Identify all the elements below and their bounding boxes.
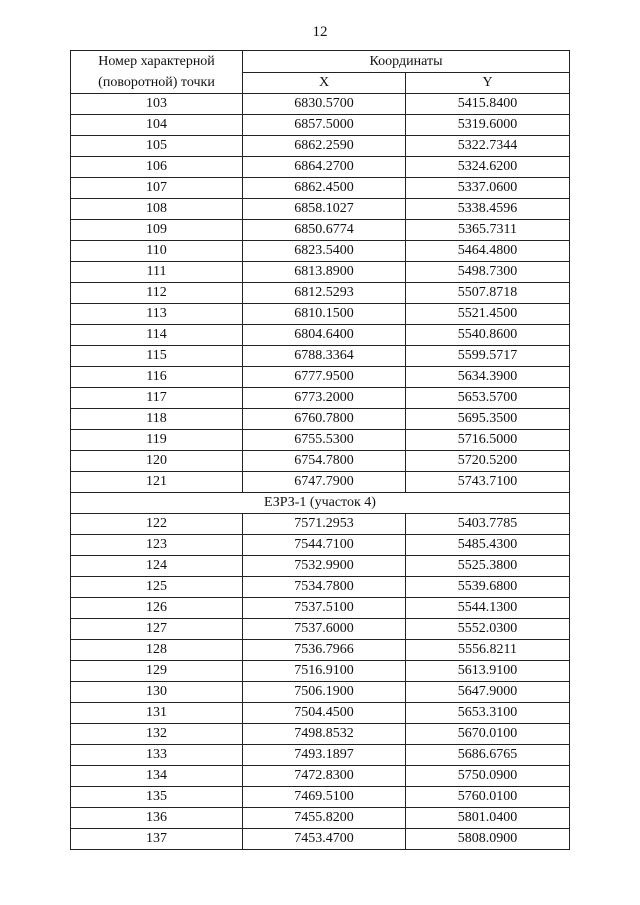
page-number: 12 xyxy=(312,24,328,40)
y-coordinate-cell: 5750.0900 xyxy=(406,766,570,787)
y-coordinate-cell: 5686.6765 xyxy=(406,745,570,766)
table-row xyxy=(71,346,570,367)
y-coordinate-cell: 5720.5200 xyxy=(406,451,570,472)
table-row xyxy=(71,472,570,493)
y-coordinate-cell: 5556.8211 xyxy=(406,640,570,661)
x-coordinate-cell: 6812.5293 xyxy=(243,283,406,304)
x-coordinate-cell: 7534.7800 xyxy=(243,577,406,598)
table-row xyxy=(71,325,570,346)
x-coordinate-cell: 6862.2590 xyxy=(243,136,406,157)
table-row xyxy=(71,640,570,661)
point-number-cell: 122 xyxy=(71,514,243,535)
y-coordinate-cell: 5552.0300 xyxy=(406,619,570,640)
x-coordinate-cell: 7537.5100 xyxy=(243,598,406,619)
x-coordinate-cell: 6773.2000 xyxy=(243,388,406,409)
y-coordinate-cell: 5324.6200 xyxy=(406,157,570,178)
x-coordinate-cell: 6777.9500 xyxy=(243,367,406,388)
point-number-cell: 121 xyxy=(71,472,243,493)
table-row xyxy=(71,430,570,451)
y-coordinate-cell: 5319.6000 xyxy=(406,115,570,136)
y-coordinate-cell: 5716.5000 xyxy=(406,430,570,451)
table-row xyxy=(71,703,570,724)
y-coordinate-cell: 5695.3500 xyxy=(406,409,570,430)
point-number-cell: 126 xyxy=(71,598,243,619)
point-number-cell: 131 xyxy=(71,703,243,724)
point-number-cell: 128 xyxy=(71,640,243,661)
table-row xyxy=(71,598,570,619)
y-coordinate-cell: 5760.0100 xyxy=(406,787,570,808)
table-row xyxy=(71,661,570,682)
section-row xyxy=(71,493,570,514)
point-number-cell: 124 xyxy=(71,556,243,577)
table-row xyxy=(71,619,570,640)
point-number-cell: 106 xyxy=(71,157,243,178)
y-coordinate-cell: 5613.9100 xyxy=(406,661,570,682)
point-number-cell: 130 xyxy=(71,682,243,703)
point-number-header-line1: Номер характерной xyxy=(98,54,215,69)
point-number-cell: 110 xyxy=(71,241,243,262)
coordinates-table xyxy=(70,50,570,850)
x-coordinate-cell: 7504.4500 xyxy=(243,703,406,724)
point-number-cell: 116 xyxy=(71,367,243,388)
y-coordinate-cell: 5338.4596 xyxy=(406,199,570,220)
y-coordinate-cell: 5498.7300 xyxy=(406,262,570,283)
table-row xyxy=(71,556,570,577)
y-coordinate-cell: 5415.8400 xyxy=(406,94,570,115)
x-coordinate-cell: 6754.7800 xyxy=(243,451,406,472)
x-coordinate-cell: 6810.1500 xyxy=(243,304,406,325)
x-coordinate-cell: 7472.8300 xyxy=(243,766,406,787)
x-coordinate-cell: 7532.9900 xyxy=(243,556,406,577)
y-coordinate-cell: 5485.4300 xyxy=(406,535,570,556)
table-row xyxy=(71,577,570,598)
coordinates-header: Координаты xyxy=(243,51,570,73)
x-coordinate-cell: 7516.9100 xyxy=(243,661,406,682)
table-row xyxy=(71,787,570,808)
y-coordinate-cell: 5634.3900 xyxy=(406,367,570,388)
point-number-cell: 109 xyxy=(71,220,243,241)
table-row xyxy=(71,283,570,304)
point-number-cell: 135 xyxy=(71,787,243,808)
point-number-cell: 104 xyxy=(71,115,243,136)
section-row-group xyxy=(71,493,570,514)
y-coordinate-cell: 5540.8600 xyxy=(406,325,570,346)
y-coordinate-cell: 5337.0600 xyxy=(406,178,570,199)
point-number-cell: 111 xyxy=(71,262,243,283)
point-number-cell: 114 xyxy=(71,325,243,346)
table-row xyxy=(71,241,570,262)
x-coordinate-cell: 7493.1897 xyxy=(243,745,406,766)
point-number-cell: 129 xyxy=(71,661,243,682)
y-coordinate-cell: 5647.9000 xyxy=(406,682,570,703)
point-number-cell: 125 xyxy=(71,577,243,598)
table-row xyxy=(71,829,570,850)
table-row xyxy=(71,451,570,472)
x-coordinate-cell: 6823.5400 xyxy=(243,241,406,262)
point-number-header xyxy=(71,51,243,94)
point-number-cell: 108 xyxy=(71,199,243,220)
y-coordinate-cell: 5544.1300 xyxy=(406,598,570,619)
point-number-cell: 136 xyxy=(71,808,243,829)
table-row xyxy=(71,367,570,388)
point-number-cell: 119 xyxy=(71,430,243,451)
table-row xyxy=(71,409,570,430)
point-number-cell: 120 xyxy=(71,451,243,472)
y-coordinate-cell: 5464.4800 xyxy=(406,241,570,262)
x-coordinate-cell: 6858.1027 xyxy=(243,199,406,220)
x-coordinate-cell: 6862.4500 xyxy=(243,178,406,199)
y-coordinate-cell: 5403.7785 xyxy=(406,514,570,535)
y-coordinate-cell: 5653.5700 xyxy=(406,388,570,409)
y-coordinate-cell: 5365.7311 xyxy=(406,220,570,241)
table-row xyxy=(71,178,570,199)
y-coordinate-cell: 5743.7100 xyxy=(406,472,570,493)
point-number-cell: 103 xyxy=(71,94,243,115)
y-coordinate-cell: 5653.3100 xyxy=(406,703,570,724)
table-row xyxy=(71,766,570,787)
table-header xyxy=(71,51,570,94)
x-coordinate-cell: 7537.6000 xyxy=(243,619,406,640)
x-coordinate-cell: 7506.1900 xyxy=(243,682,406,703)
y-coordinate-cell: 5808.0900 xyxy=(406,829,570,850)
y-coordinate-cell: 5599.5717 xyxy=(406,346,570,367)
x-coordinate-cell: 6760.7800 xyxy=(243,409,406,430)
table-row xyxy=(71,304,570,325)
x-coordinate-cell: 7536.7966 xyxy=(243,640,406,661)
section-title: ЕЗРЗ-1 (участок 4) xyxy=(71,493,570,514)
x-coordinate-cell: 6864.2700 xyxy=(243,157,406,178)
table-row xyxy=(71,136,570,157)
table-row xyxy=(71,745,570,766)
table-row xyxy=(71,157,570,178)
x-coordinate-cell: 6755.5300 xyxy=(243,430,406,451)
point-number-cell: 127 xyxy=(71,619,243,640)
y-coordinate-cell: 5670.0100 xyxy=(406,724,570,745)
table-row xyxy=(71,115,570,136)
x-coordinate-cell: 6747.7900 xyxy=(243,472,406,493)
x-coordinate-cell: 6804.6400 xyxy=(243,325,406,346)
point-number-cell: 134 xyxy=(71,766,243,787)
table-row xyxy=(71,808,570,829)
point-number-cell: 133 xyxy=(71,745,243,766)
point-number-cell: 107 xyxy=(71,178,243,199)
x-coordinate-cell: 6813.8900 xyxy=(243,262,406,283)
y-column-header: Y xyxy=(406,73,570,94)
table-row xyxy=(71,94,570,115)
x-coordinate-cell: 6830.5700 xyxy=(243,94,406,115)
x-column-header: X xyxy=(243,73,406,94)
point-number-cell: 137 xyxy=(71,829,243,850)
y-coordinate-cell: 5539.6800 xyxy=(406,577,570,598)
table-row xyxy=(71,514,570,535)
point-number-cell: 112 xyxy=(71,283,243,304)
table-row xyxy=(71,388,570,409)
y-coordinate-cell: 5801.0400 xyxy=(406,808,570,829)
point-number-cell: 115 xyxy=(71,346,243,367)
x-coordinate-cell: 7544.7100 xyxy=(243,535,406,556)
y-coordinate-cell: 5521.4500 xyxy=(406,304,570,325)
x-coordinate-cell: 7571.2953 xyxy=(243,514,406,535)
point-number-cell: 123 xyxy=(71,535,243,556)
y-coordinate-cell: 5525.3800 xyxy=(406,556,570,577)
y-coordinate-cell: 5322.7344 xyxy=(406,136,570,157)
table-row xyxy=(71,220,570,241)
table-row xyxy=(71,199,570,220)
x-coordinate-cell: 6788.3364 xyxy=(243,346,406,367)
point-number-cell: 118 xyxy=(71,409,243,430)
point-number-cell: 105 xyxy=(71,136,243,157)
x-coordinate-cell: 7498.8532 xyxy=(243,724,406,745)
point-number-cell: 132 xyxy=(71,724,243,745)
point-number-header-line2: (поворотной) точки xyxy=(98,75,215,90)
table-body-group2 xyxy=(71,514,570,850)
point-number-cell: 113 xyxy=(71,304,243,325)
table-row xyxy=(71,724,570,745)
table-body-group1 xyxy=(71,94,570,493)
table-row xyxy=(71,262,570,283)
x-coordinate-cell: 6850.6774 xyxy=(243,220,406,241)
x-coordinate-cell: 7455.8200 xyxy=(243,808,406,829)
y-coordinate-cell: 5507.8718 xyxy=(406,283,570,304)
x-coordinate-cell: 7469.5100 xyxy=(243,787,406,808)
table-row xyxy=(71,535,570,556)
point-number-cell: 117 xyxy=(71,388,243,409)
x-coordinate-cell: 7453.4700 xyxy=(243,829,406,850)
table-row xyxy=(71,682,570,703)
x-coordinate-cell: 6857.5000 xyxy=(243,115,406,136)
